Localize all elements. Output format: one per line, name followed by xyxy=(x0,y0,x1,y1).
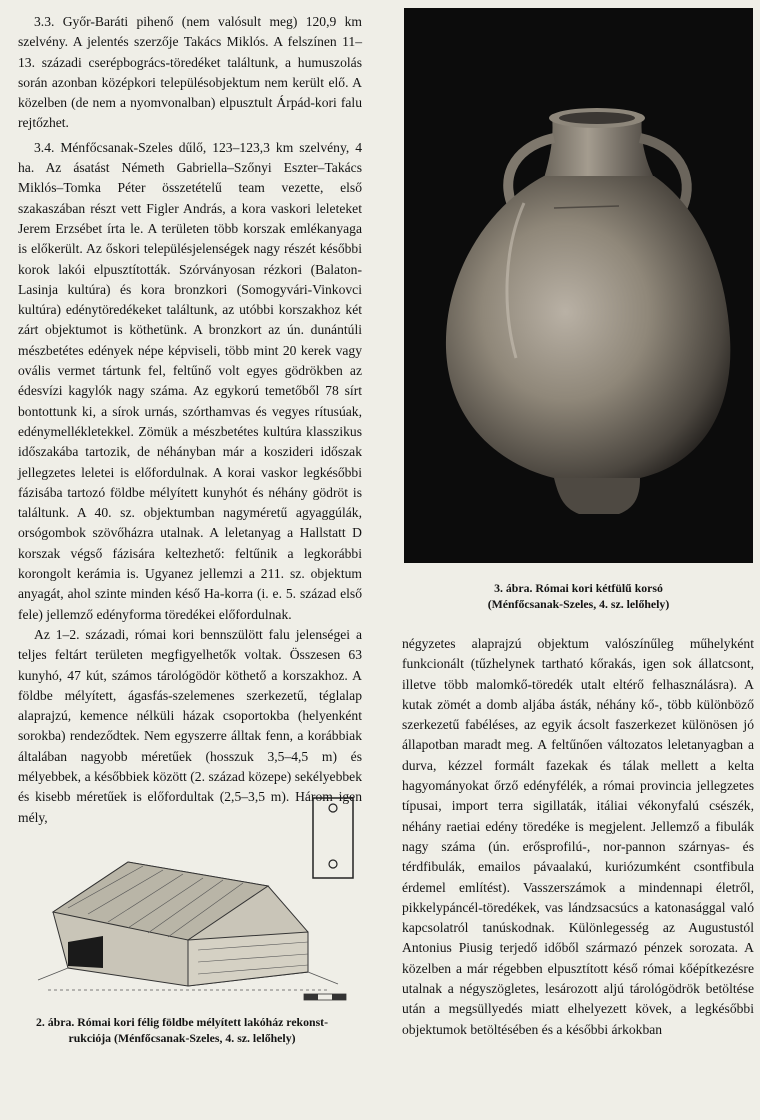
figure-3-caption xyxy=(404,580,753,612)
paragraph-workshop: négyzetes alaprajzú objektum valószínűleg műhelyként funkcionált (tűzhelynek tartható kőrakás, igen sok állatcsont, illetve több malomkő-töredék utalt eltérő felhasználásra). A kutak zömét a domb aljába ásták, néhány kő-, több különböző szerkezetű fabéléses, az egyik ácsolt faszerkezet különösen jó állapotban maradt meg. A feltűnően változatos leletanyagban a durva, kézzel formált fazekak és tálak mellett a kelta hagyományokat őrző edényfélék, a római provincia jellegzetes típusai, import terra sigillaták, itáliai vékonyfalú csészék, néhány raetiai edény töredéke is megjelent. Jellemző a fibulák nagy száma (ún. erősprofilú-, nor-pannon szárnyas- és térdfibulák, emailos pávaalakú, kuriózumként csontfibula érdemel említést). Vasszerszámok a mindennapi életről, pikkelypáncél-töredékek, vas lándzsacsúcs a katonasággal való kapcsolatról tanúskodnak. Különlegesség az Augustustól Antonius Piusig terjedő időből származó pénzek sorozata. A közelben a már régebben elpusztított késő római kőépítkezésre utalnak a négyszögletes, lesározott aljú tárológödrök betöltése után a megsüllyedés miatt elhelyezett kövek, a legkésőbbi objektumok betöltésében és a későbbi árkokban xyxy=(402,636,754,1037)
figure-2-caption-line2: rukciója (Ménfőcsanak-Szeles, 4. sz. lelőhely) xyxy=(68,1031,296,1045)
house-sketch xyxy=(8,790,358,1012)
amphora-image xyxy=(404,8,753,563)
left-text-column xyxy=(18,12,362,828)
right-text-column xyxy=(402,634,754,1040)
figure-3-caption-line1: 3. ábra. Római kori kétfülű korsó xyxy=(494,581,663,595)
paragraph-3-4: 3.4. Ménfőcsanak-Szeles dűlő, 123–123,3 km szelvény, 4 ha. Az ásatást Németh Gabriella–Szőnyi Eszter–Takács Miklós–Tomka Péter összetételű team vezette, első szakaszában részt vett Figler András, a kora vaskori leleteket Jerem Erzsébet írta le. A területen több korszak emlékanyaga is előkerült. Az őskori településjelenségek nagy részét későbbi korok lakói elpusztították. Szórványosan rézkori (Balaton-Lasinja kultúra) és kora bronzkori (Somogyvári-Vinkovci kultúra) edénytöredékeket találtunk, az utóbbi korszakhoz két zárt objektumot is köthetünk. A bronzkort az ún. dunántúli mészbetétes edények népe képviseli, több mint 20 kerek vagy ovális vermet tártunk fel, feltűnő volt egyes gödrökben az édesvízi kagylók nagy száma. Az egykorú temetőből 78 sírt bontottunk ki, a sírok urnás, szórthamvas és vegyes rítusúak, edénymellékletekkel. Zömük a mészbetétes kultúra klasszikus időszakába tartozik, de néhányban már a koszideri időszak jellegzetes leletei is előfordulnak. A korai vaskor legkésőbbi fázisába tartozó földbe mélyített kunyhót és néhány gödröt is találtunk. A 40. sz. objektumban nagyméretű agyaggúlák, orsógombok szövőházra utalnak. A leletanyag a Hallstatt D korszak végső fázisára keltezhető: feltűnik a legkorábbi korongolt kerámia is. Ugyanez jellemzi a 211. sz. objektum anyagát, ahol szinte minden késő Ha-korra (i. e. 5. század első fele) jellemző edényforma töredékei előfordulnak. xyxy=(18,139,362,622)
figure-3-caption-line2: (Ménfőcsanak-Szeles, 4. sz. lelőhely) xyxy=(487,597,670,611)
amphora-photo xyxy=(404,8,753,563)
house-reconstruction-drawing xyxy=(8,790,358,1012)
figure-2-caption xyxy=(6,1014,358,1046)
paragraph-3-3: 3.3. Győr-Baráti pihenő (nem valósult meg) 120,9 km szelvény. A jelentés szerzője Takács Miklós. A felszínen 11–13. századi cserépbogrács-töredéket találtunk, a humuszolás során azonban középkori településobjektum nem került elő. A közelben (de nem a nyomvonalban) elpusztult Árpád-kori falu rejtőzhet. xyxy=(18,14,362,131)
paragraph-roman-village: Az 1–2. századi, római kori bennszülött falu jelenségei a teljes feltárt területen megfigyelhetők voltak. Összesen 63 kunyhó, 47 kút, számos tárológödör köthető a korszakhoz. A földbe mélyített, ágasfás-szelemenes szerkezetű, téglalap alaprajzú, kemence nélküli házak csoportokba (helyenként sorokba) rendeződtek. Nem egyszerre álltak fenn, a korábbiak általában nagyobb méretűek (hosszuk 3,5–4,5 m) és mélyebbek, a későbbiek között (2. század közepe) sekélyebbek és kisebb méretűek is előfordultak (2,5–3,5 m). Három igen mély, xyxy=(18,626,362,825)
figure-2-caption-line1: 2. ábra. Római kori félig földbe mélyített lakóház rekonst- xyxy=(35,1015,329,1029)
